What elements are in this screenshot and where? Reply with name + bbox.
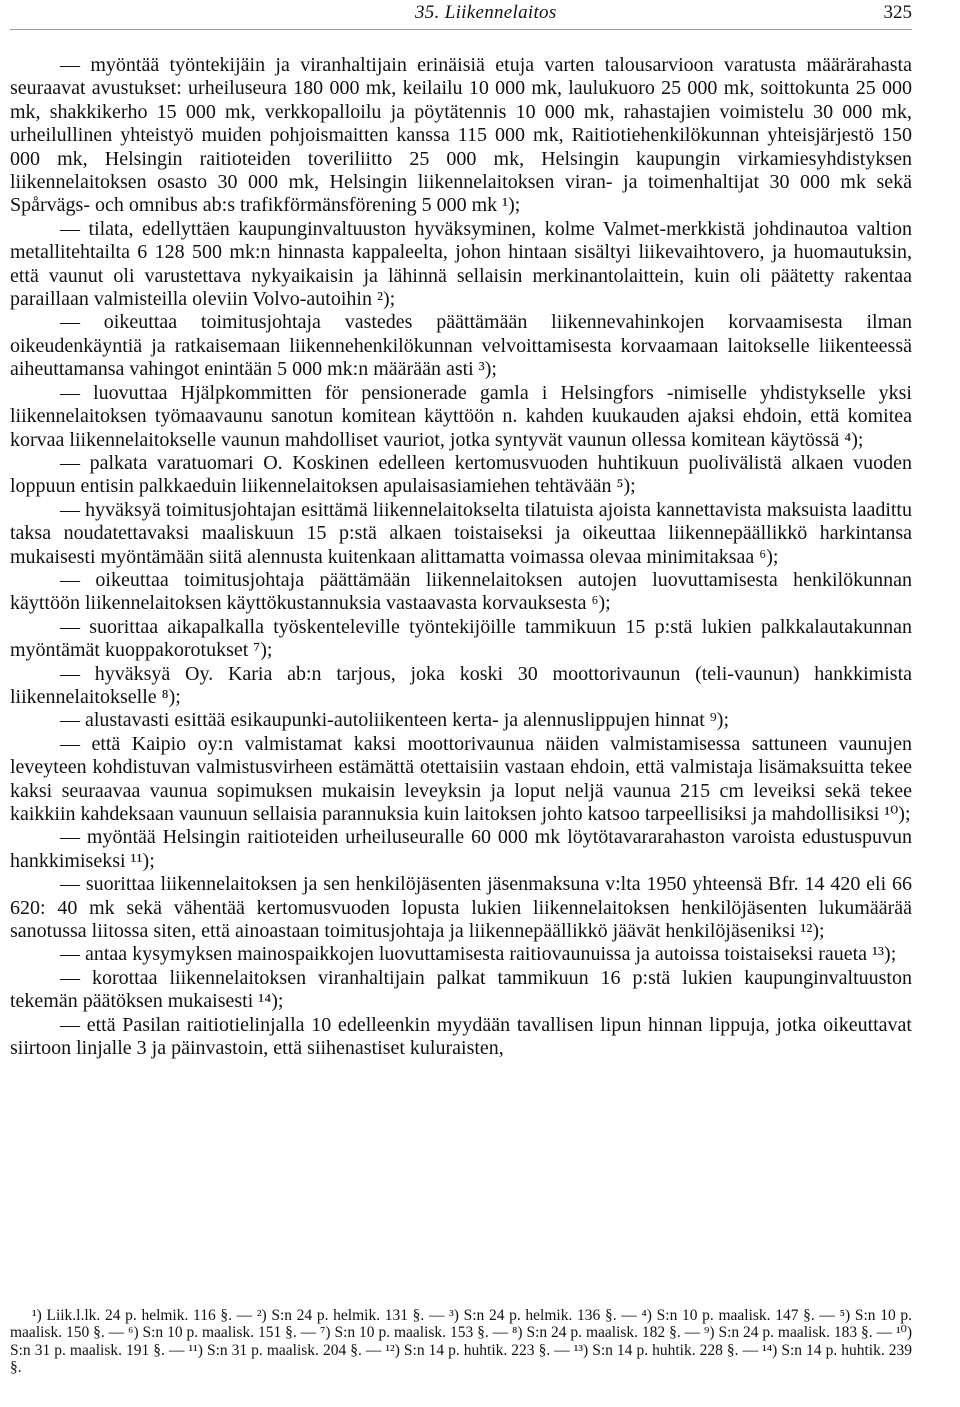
paragraph: — palkata varatuomari O. Koskinen edelleen kertomusvuoden huhtikuun puolivälistä alkaen vuoden loppuun entisin palkkaeduin liikennelaitoksen apulaisasiamiehen tehtävään ⁵); bbox=[10, 451, 912, 498]
paragraph: — alustavasti esittää esikaupunki-autoliikenteen kerta- ja alennuslippujen hinnat ⁹); bbox=[60, 709, 729, 732]
header-rule bbox=[10, 29, 912, 30]
paragraph: — tilata, edellyttäen kaupunginvaltuuston hyväksyminen, kolme Valmet-merkkistä johdinautoa valtion metallitehtailta 6 128 500 mk:n hinnasta kappaleelta, johon hintaan sisältyi liikevaihtovero, ja huomautuksin, että vaunut oli varustettava nykyaikaisin ja lähinnä sellaisin merkinantolaittein, kuin oli päätetty rakentaa paraillaan valmisteilla oleviin Volvo-autoihin ²); bbox=[10, 217, 912, 311]
paragraph: — että Pasilan raitiotielinjalla 10 edelleenkin myydään tavallisen lipun hinnan lippuja, jotka oikeuttavat siirtoon linjalle 3 ja päinvastoin, että siihenastiset kuluraisten, bbox=[10, 1013, 912, 1060]
paragraph: — antaa kysymyksen mainospaikkojen luovuttamisesta raitiovaunuissa ja autoissa toistaiseksi raueta ¹³); bbox=[60, 943, 897, 966]
footnote-block: ¹) Liik.l.lk. 24 p. helmik. 116 §. — ²) S:n 24 p. helmik. 131 §. — ³) S:n 24 p. helmik. 136 §. — ⁴) S:n 10 p. maalisk. 147 §. — ⁵) S:n 10 p. maalisk. 150 §. — ⁶) S:n 10 p. maalisk. 151 §. — ⁷) S:n 10 p. maalisk. 153 §. — ⁸) S:n 24 p. maalisk. 182 §. — ⁹) S:n 24 p. maalisk. 183 §. — ¹⁰) S:n 31 p. maalisk. 191 §. — ¹¹) S:n 31 p. maalisk. 204 §. — ¹²) S:n 14 p. huhtik. 223 §. — ¹³) S:n 14 p. huhtik. 228 §. — ¹⁴) S:n 14 p. huhtik. 239 §. bbox=[10, 1307, 912, 1377]
paragraph: — hyväksyä Oy. Karia ab:n tarjous, joka koski 30 moottorivaunun (teli-vaunun) hankkimista liikennelaitokselle ⁸); bbox=[10, 662, 912, 708]
paragraph: — korottaa liikennelaitoksen viranhaltijain palkat tammikuun 16 p:stä lukien kaupunginvaltuuston tekemän päätöksen mukaisesti ¹⁴); bbox=[10, 966, 912, 1013]
paragraph: — suorittaa aikapalkalla työskenteleville työntekijöille tammikuun 15 p:stä lukien palkkalautakunnan myöntämät kuoppakorotukset ⁷); bbox=[10, 615, 912, 662]
chapter-title: 35. Liikennelaitos bbox=[415, 2, 557, 23]
paragraph: — hyväksyä toimitusjohtajan esittämä liikennelaitokselta tilatuista ajoista kannettavista maksuista laadittu taksa noudatettavaksi maaliskuun 15 p:stä alkaen toistaiseksi ja oikeuttaa liikennepäällikkö harkintansa mukaisesti myöntämään siitä alennusta kuitenkaan alittamatta voimassa olevaa minimitaksaa ⁶); bbox=[10, 498, 912, 568]
paragraph: — myöntää työntekijäin ja viranhaltijain erinäisiä etuja varten talousarvioon varatusta määrärahasta seuraavat avustukset: urheiluseura 180 000 mk, keilailu 10 000 mk, laulukuoro 25 000 mk, soittokunta 25 000 mk, shakkikerho 15 000 mk, verkkopalloilu ja pöytätennis 10 000 mk, rahastajien voimistelu 30 000 mk, urheilullinen yhteistyö muiden pohjoismaitten kanssa 115 000 mk, Raitiotiehenkilökunnan yhteisjärjestö 150 000 mk, Helsingin raitioteiden toveriliitto 25 000 mk, Helsingin kaupungin virkamiesyhdistyksen liikennelaitoksen osasto 30 000 mk, Helsingin liikennelaitoksen viran- ja toimenhaltijat 30 000 mk sekä Spårvägs- och omnibus ab:s trafikförmänsförening 5 000 mk ¹); bbox=[10, 54, 912, 217]
footnotes bbox=[10, 1307, 912, 1377]
body-text bbox=[10, 54, 912, 1060]
paragraph: — myöntää Helsingin raitioteiden urheiluseuralle 60 000 mk löytötavararahaston varoista edustuspuvun hankkimiseksi ¹¹); bbox=[10, 826, 912, 872]
paragraph: — oikeuttaa toimitusjohtaja vastedes päättämään liikennevahinkojen korvaamisesta ilman oikeudenkäyntiä ja ratkaisemaan liikennehenkilökunnan velvoittamisesta korvaamaan laitokselle liikenteessä aiheuttamansa vahingot enintään 5 000 mk:n määrään asti ³); bbox=[10, 311, 912, 381]
paragraph: — oikeuttaa toimitusjohtaja päättämään liikennelaitoksen autojen luovuttamisesta henkilökunnan käyttöön liikennelaitoksen käyttökustannuksia vastaavasta korvauksesta ⁶); bbox=[10, 568, 912, 615]
page-header bbox=[10, 2, 912, 26]
paragraph: — luovuttaa Hjälpkommitten för pensionerade gamla i Helsingfors -nimiselle yhdistykselle yksi liikennelaitoksen työmaavaunu sanotun komitean käyttöön n. kahden kuukauden ajaksi ehdoin, että komitea korvaa liikennelaitokselle vaunun mahdolliset vauriot, jotka syntyvät vaunun ollessa komitean käytössä ⁴); bbox=[10, 381, 912, 451]
page-number: 325 bbox=[883, 2, 912, 23]
paragraph: — suorittaa liikennelaitoksen ja sen henkilöjäsenten jäsenmaksuna v:lta 1950 yhteensä Bfr. 14 420 eli 66 620: 40 mk sekä vähentää kertomusvuoden lopusta lukien liikennelaitoksen henkilöjäsenten lukumäärää sanotussa liitossa siten, että ainoastaan toimitusjohtaja ja liikennepäällikkö jäävät henkilöjäseniksi ¹²); bbox=[10, 873, 912, 943]
paragraph: — että Kaipio oy:n valmistamat kaksi moottorivaunua näiden valmistamisessa sattuneen vaunujen leveyteen kohdistuvan valmistusvirheen estämättä otettaisiin vastaan ehdoin, että valmistaja lisämaksuitta tekee kaksi seuraavaa vaunua sopimuksen mukaisin leveyksin ja loput neljä vaunua 215 cm leveiksi sekä tekee kaikkiin kahdeksaan vaunuun sellaisia parannuksia kuin laitoksen johto katsoo tarpeellisiksi ja mahdollisiksi ¹⁰); bbox=[10, 732, 912, 825]
